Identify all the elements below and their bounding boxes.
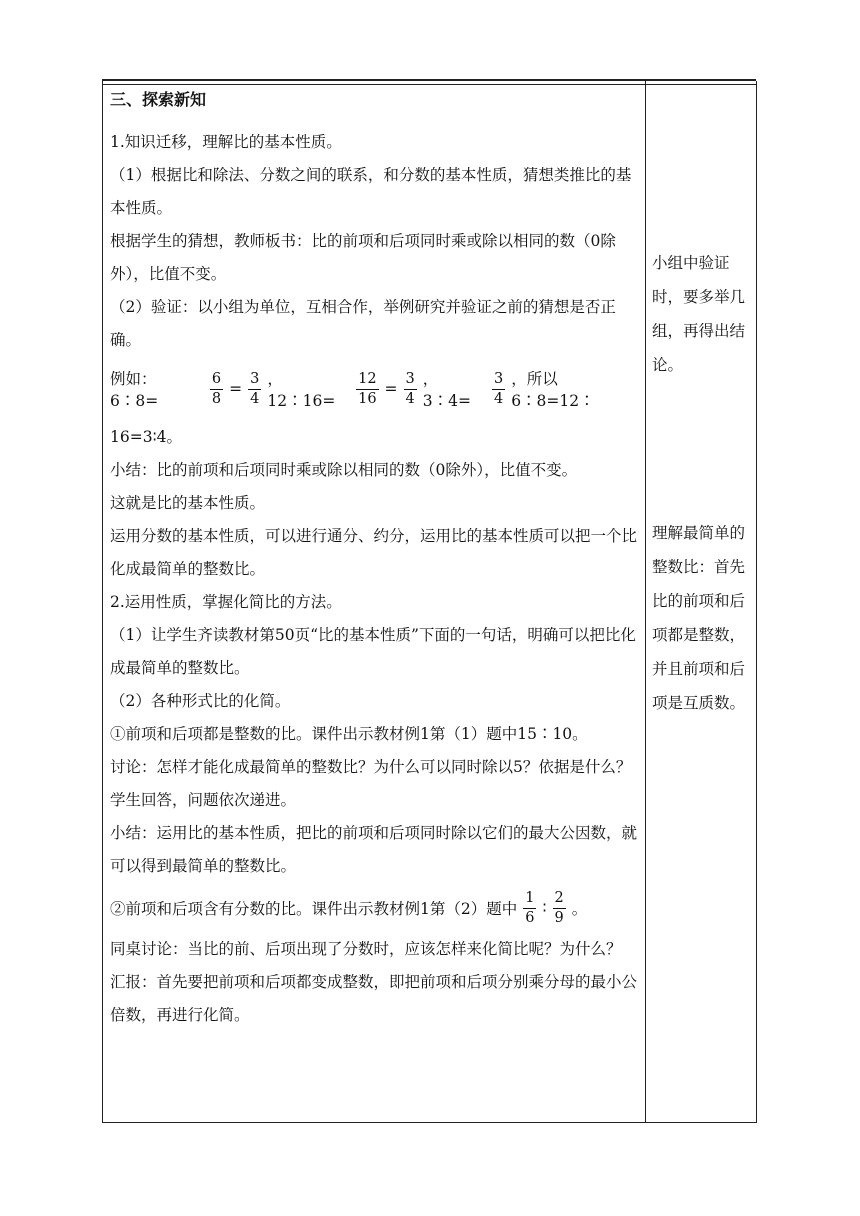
paragraph: （2）验证：以小组为单位，互相合作，举例研究并验证之前的猜想是否正确。 — [110, 298, 616, 349]
paragraph: 学生回答，问题依次递进。 — [110, 791, 297, 809]
paragraph: 根据学生的猜想，教师板书：比的前项和后项同时乘或除以相同的数（0除外），比值不变。 — [110, 232, 616, 283]
paragraph: 2.运用性质，掌握化简比的方法。 — [110, 593, 342, 611]
paragraph: （1）根据比和除法、分数之间的联系，和分数的基本性质，猜想类推比的基本性质。 — [110, 166, 632, 217]
equation-text: 例如：6∶8= — [110, 370, 159, 410]
ratio-text: ②前项和后项含有分数的比。课件出示教材例1第（2）题中 — [110, 900, 518, 918]
fraction: $\frac{2}{9}$ — [554, 889, 564, 926]
fraction: $\frac{12}{16}$ — [358, 370, 377, 407]
paragraph: 16=3∶4。 — [110, 428, 182, 446]
paragraph: 讨论：怎样才能化成最简单的整数比？为什么可以同时除以5？依据是什么？ — [110, 758, 632, 776]
fraction: $\frac{1}{6}$ — [525, 889, 535, 926]
paragraph: （2）各种形式比的化简。 — [110, 692, 291, 710]
side-note-simplest-ratio — [652, 516, 750, 720]
paragraph: 汇报：首先要把前项和后项都变成整数，即把前项和后项分别乘分母的最小公倍数，再进行化简。 — [110, 973, 638, 1024]
ratio-text: 。 — [571, 900, 588, 918]
fraction: $\frac{6}{8}$ — [211, 370, 222, 407]
example-equation-line — [110, 357, 640, 421]
fraction: $\frac{3}{4}$ — [493, 370, 504, 407]
table-right-border — [756, 81, 757, 1123]
ratio-colon: ∶ — [542, 899, 547, 917]
paragraph: 小结：比的前项和后项同时乘或除以相同的数（0除外），比值不变。 — [110, 461, 578, 479]
equation-text: ，12∶16= — [267, 370, 336, 410]
equals-sign: = — [384, 380, 398, 398]
table-column-divider — [645, 81, 646, 1123]
paragraph: 同桌讨论：当比的前、后项出现了分数时，应该怎样来化简比呢？为什么？ — [110, 940, 622, 958]
table-top-border-inner — [102, 84, 756, 85]
equation-text: ，3∶4= — [422, 370, 471, 410]
equation-text: ，所以6∶8=12∶ — [511, 370, 595, 410]
side-note-text: 理解最简单的整数比：首先比的前项和后项都是整数，并且前项和后项是互质数。 — [652, 524, 746, 712]
fraction: $\frac{3}{4}$ — [250, 370, 260, 407]
paragraph: 运用分数的基本性质，可以进行通分、约分，运用比的基本性质可以把一个比化成最简单的整数比。 — [110, 527, 638, 578]
side-note-text: 小组中验证时，要多举几组，再得出结论。 — [652, 254, 746, 374]
paragraph: （1）让学生齐读教材第50页“比的基本性质”下面的一句话，明确可以把比化成最简单的整数比。 — [110, 626, 636, 677]
main-column — [110, 86, 640, 1032]
paragraph: 1.知识迁移，理解比的基本性质。 — [110, 133, 342, 151]
paragraph: ①前项和后项都是整数的比。课件出示教材例1第（1）题中15∶10。 — [110, 725, 588, 743]
paragraph: 这就是比的基本性质。 — [110, 494, 266, 512]
paragraph: 小结：运用比的基本性质，把比的前项和后项同时除以它们的最大公因数，就可以得到最简单的整数比。 — [110, 824, 638, 875]
table-bottom-border — [102, 1122, 756, 1123]
table-left-border — [102, 81, 103, 1123]
fraction: $\frac{3}{4}$ — [405, 370, 415, 407]
section-title: 三、探索新知 — [110, 90, 207, 109]
equals-sign: = — [229, 380, 243, 398]
table-top-border — [102, 79, 756, 81]
side-note-verify — [652, 246, 750, 382]
fraction-ratio-line — [110, 883, 640, 933]
